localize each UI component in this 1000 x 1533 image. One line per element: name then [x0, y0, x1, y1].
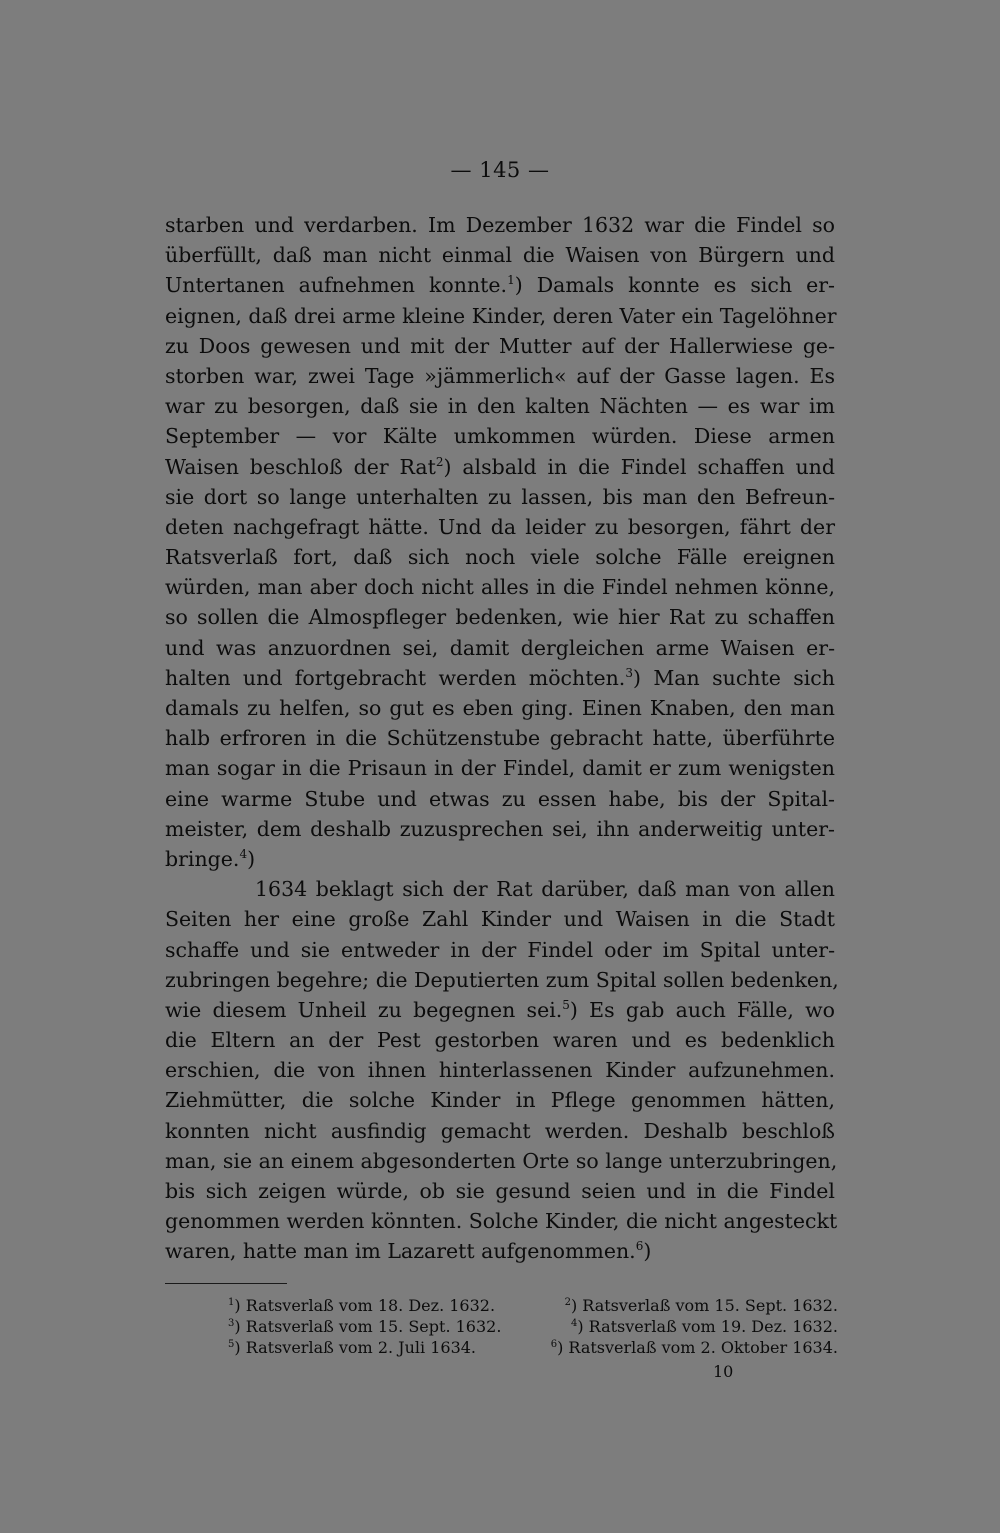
text-line	[165, 844, 835, 874]
text-segment: wie diesem Unheil zu begegnen sei.	[165, 997, 563, 1022]
text-line	[165, 421, 835, 451]
text-segment: sie dort so lange unterhalten zu lassen, bis man den Befreun-	[165, 484, 835, 509]
signature-mark: 10	[713, 1362, 734, 1381]
text-segment: schaffe und sie entweder in der Findel oder im Spital unter-	[165, 937, 835, 962]
footnotes	[228, 1295, 838, 1358]
text-line	[165, 723, 835, 753]
footnote-number: 3	[228, 1318, 235, 1329]
footnote-text: ) Ratsverlaß vom 18. Dez. 1632.	[234, 1296, 496, 1315]
text-line	[165, 602, 835, 632]
text-line	[165, 1116, 835, 1146]
text-segment: die Eltern an der Pest gestorben waren und es bedenklich	[165, 1028, 835, 1053]
footnote-text: ) Ratsverlaß vom 15. Sept. 1632.	[570, 1296, 838, 1315]
body-text	[165, 210, 839, 1267]
text-line	[165, 814, 835, 844]
text-line	[165, 1085, 835, 1115]
text-line	[165, 1025, 835, 1055]
footnote-ref: 4	[239, 846, 248, 861]
text-line	[165, 1236, 835, 1266]
text-segment: waren, hatte man im Lazarett aufgenommen.	[165, 1239, 636, 1264]
footnote-number: 4	[570, 1318, 578, 1329]
text-segment: konnten nicht ausfindig gemacht werden. Deshalb beschloß	[165, 1118, 835, 1143]
text-line	[165, 391, 835, 421]
text-segment: und was anzuordnen sei, damit dergleichen arme Waisen er-	[165, 635, 835, 660]
text-line	[165, 1206, 838, 1236]
footnote-row	[228, 1316, 838, 1337]
text-segment: 1634 beklagt sich der Rat darüber, daß man von allen	[255, 877, 835, 902]
text-segment: ) Man suchte sich	[632, 665, 835, 690]
text-line	[165, 542, 835, 572]
text-segment: bis sich zeigen würde, ob sie gesund seien und in die Findel	[165, 1179, 835, 1203]
footnote	[565, 1295, 838, 1316]
text-line	[165, 1146, 838, 1176]
text-line	[165, 482, 835, 512]
text-segment: man, sie an einem abgesonderten Orte so lange unterzubringen,	[165, 1148, 838, 1173]
text-segment: war zu besorgen, daß sie in den kalten Nächten — es war im	[165, 394, 835, 419]
text-segment: Untertanen aufnehmen konnte.	[165, 273, 508, 298]
text-line	[165, 331, 835, 361]
text-segment: )	[247, 846, 256, 871]
footnote	[228, 1316, 501, 1337]
text-segment: storben war, zwei Tage »jämmerlich« auf der Gasse lagen. Es	[165, 363, 835, 388]
text-segment: Waisen beschloß der Rat	[165, 454, 436, 479]
text-line	[165, 663, 835, 693]
footnote-row	[228, 1295, 838, 1316]
text-segment: September — vor Kälte umkommen würden. Diese armen	[165, 424, 835, 449]
text-line	[165, 1055, 835, 1085]
text-segment: meister, dem deshalb zuzusprechen sei, ihn anderweitig unter-	[165, 816, 835, 841]
footnote	[228, 1337, 476, 1358]
text-line	[165, 301, 835, 331]
footnote-number: 2	[564, 1297, 571, 1308]
text-segment: eine warme Stube und etwas zu essen habe, bis der Spital-	[165, 786, 835, 811]
footnote-ref: 1	[507, 273, 515, 288]
text-line	[165, 1176, 835, 1206]
text-line	[165, 240, 835, 270]
text-segment: genommen werden könnten. Solche Kinder, die nicht angesteckt	[165, 1209, 838, 1234]
text-line	[165, 753, 835, 783]
text-line	[165, 935, 835, 965]
text-line	[165, 512, 835, 542]
text-segment: so sollen die Almospfleger bedenken, wie hier Rat zu schaffen	[165, 605, 835, 630]
text-segment: damals zu helfen, so gut es eben ging. Einen Knaben, den man	[165, 696, 835, 720]
footnote-text: ) Ratsverlaß vom 2. Oktober 1634.	[557, 1338, 838, 1357]
text-segment: bringe.	[165, 846, 240, 871]
text-line	[165, 784, 835, 814]
text-segment: man sogar in die Prisaun in der Findel, damit er zum wenigsten	[165, 756, 835, 781]
text-segment: ) Es gab auch Fälle, wo	[569, 997, 835, 1022]
text-line	[165, 874, 835, 904]
footnote-text: ) Ratsverlaß vom 19. Dez. 1632.	[577, 1317, 838, 1336]
text-segment: würden, man aber doch nicht alles in die Findel nehmen könne,	[165, 575, 835, 600]
text-segment: überfüllt, daß man nicht einmal die Waisen von Bürgern und	[165, 243, 835, 268]
footnote-ref: 3	[625, 665, 633, 680]
text-line	[165, 693, 835, 723]
text-segment: eignen, daß drei arme kleine Kinder, deren Vater ein Tagelöhner	[165, 303, 837, 328]
footnote-number: 1	[228, 1297, 235, 1308]
footnote-ref: 6	[635, 1239, 644, 1254]
text-segment: Seiten her eine große Zahl Kinder und Waisen in die Stadt	[165, 907, 835, 932]
text-line	[165, 210, 835, 240]
text-line	[165, 995, 835, 1025]
text-segment: )	[643, 1239, 652, 1264]
text-line	[165, 361, 835, 391]
text-segment: ) Damals konnte es sich er-	[514, 273, 835, 298]
footnote	[571, 1316, 838, 1337]
text-line	[165, 572, 835, 602]
text-line	[165, 904, 835, 934]
footnote-ref: 2	[435, 454, 444, 469]
text-segment: Ratsverlaß fort, daß sich noch viele solche Fälle ereignen	[165, 545, 835, 570]
footnote	[228, 1295, 495, 1316]
text-segment: starben und verdarben. Im Dezember 1632 war die Findel so	[165, 213, 835, 237]
text-segment: halten und fortgebracht werden möchten.	[165, 665, 626, 690]
text-segment: Ziehmütter, die solche Kinder in Pflege genommen hätten,	[165, 1088, 835, 1113]
footnote-text: ) Ratsverlaß vom 2. Juli 1634.	[234, 1338, 477, 1357]
footnote	[551, 1337, 838, 1358]
footnote-row	[228, 1337, 838, 1358]
page-number: — 145 —	[450, 158, 550, 182]
text-segment: erschien, die von ihnen hinterlassenen Kinder aufzunehmen.	[165, 1058, 835, 1083]
footnote-number: 5	[228, 1339, 235, 1350]
footnote-number: 6	[550, 1339, 558, 1350]
text-line	[165, 965, 839, 995]
text-line	[165, 452, 835, 482]
text-segment: halb erfroren in die Schützenstube gebracht hatte, überführte	[165, 726, 835, 751]
text-segment: ) alsbald in die Findel schaffen und	[443, 454, 835, 479]
text-line	[165, 633, 835, 663]
footnote-text: ) Ratsverlaß vom 15. Sept. 1632.	[234, 1317, 502, 1336]
text-line	[165, 270, 835, 300]
footnote-rule	[165, 1283, 287, 1284]
text-segment: zubringen begehre; die Deputierten zum Spital sollen bedenken,	[165, 967, 839, 992]
text-segment: zu Doos gewesen und mit der Mutter auf der Hallerwiese ge-	[165, 333, 835, 358]
text-segment: deten nachgefragt hätte. Und da leider zu besorgen, fährt der	[165, 514, 835, 539]
footnote-ref: 5	[562, 997, 570, 1012]
